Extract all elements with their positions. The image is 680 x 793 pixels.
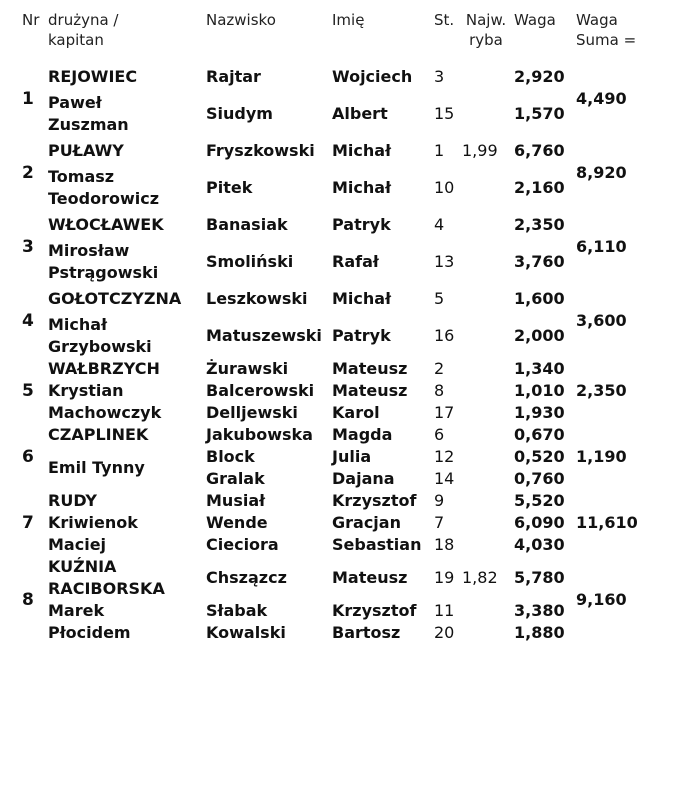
member-stand: 6 [434,425,445,444]
header-nr: Nr [22,11,40,29]
member-firstname: Dajana [332,469,395,488]
member-surname: Smoliński [206,252,294,271]
header-stand: St. [434,11,455,29]
member-surname: Delljewski [206,403,298,422]
member-weight: 5,780 [514,568,565,587]
member-weight: 1,570 [514,104,565,123]
member-weight: 3,760 [514,252,565,271]
table-row [20,136,656,166]
team-weight-sum: 3,600 [576,311,627,330]
member-surname: Leszkowski [206,289,308,308]
member-surname: Pitek [206,178,253,197]
member-surname: Chszązcz [206,568,287,587]
member-firstname: Krzysztof [332,601,417,620]
team-captain: Krystian Machowczyk [48,381,162,422]
member-firstname: Wojciech [332,67,413,86]
team-name: KUŹNIA RACIBORSKA [48,557,165,598]
member-surname: Rajtar [206,67,261,86]
header-surname: Nazwisko [206,11,276,29]
team-name: WAŁBRZYCH [48,359,160,378]
team-name: WŁOCŁAWEK [48,215,164,234]
header-row [20,4,656,62]
member-biggest-fish: 1,99 [462,141,498,160]
member-stand: 7 [434,513,445,532]
member-stand: 15 [434,104,455,123]
header-firstname: Imię [332,11,365,29]
member-stand: 17 [434,403,455,422]
member-weight: 0,760 [514,469,565,488]
member-firstname: Julia [332,447,372,466]
header-weight-sum: Waga Suma = [576,11,637,49]
table-row [20,166,656,210]
member-surname: Fryszkowski [206,141,315,160]
header-biggest-fish: Najw. ryba [465,11,507,49]
member-stand: 8 [434,381,445,400]
member-firstname: Albert [332,104,388,123]
table-row [20,490,656,512]
table-row [20,284,656,314]
member-surname: Jakubowska [206,425,313,444]
member-stand: 19 [434,568,455,587]
member-biggest-fish [460,600,512,622]
member-stand: 18 [434,535,455,554]
member-biggest-fish [460,622,512,644]
team-weight-sum: 8,920 [576,163,627,182]
team-weight-sum: 4,490 [576,89,627,108]
member-surname: Musiał [206,491,266,510]
team-number: 6 [22,447,34,467]
team-captain: Marek Płocidem [48,601,131,642]
member-surname: Gralak [206,469,265,488]
member-weight: 5,520 [514,491,565,510]
member-firstname: Mateusz [332,359,408,378]
member-weight: 1,930 [514,403,565,422]
team-captain: Emil Tynny [48,458,145,477]
member-surname: Siudym [206,104,273,123]
member-stand: 4 [434,215,445,234]
member-biggest-fish [460,380,512,402]
member-firstname: Patryk [332,215,391,234]
member-stand: 5 [434,289,445,308]
member-weight: 4,030 [514,535,565,554]
member-firstname: Michał [332,178,392,197]
member-biggest-fish [460,92,512,136]
table-row [20,210,656,240]
member-stand: 10 [434,178,455,197]
member-biggest-fish [460,358,512,380]
member-stand: 11 [434,601,455,620]
member-stand: 9 [434,491,445,510]
member-weight: 6,760 [514,141,565,160]
member-surname: Block [206,447,255,466]
member-firstname: Rafał [332,252,379,271]
table-row [20,600,656,622]
table-row [20,92,656,136]
member-weight: 0,670 [514,425,565,444]
member-firstname: Michał [332,289,392,308]
table-row [20,240,656,284]
member-biggest-fish [460,166,512,210]
team-captain: Tomasz Teodorowicz [48,167,160,208]
team-number: 3 [22,237,34,257]
member-weight: 1,600 [514,289,565,308]
member-weight: 1,010 [514,381,565,400]
member-stand: 3 [434,67,445,86]
member-biggest-fish [460,424,512,446]
member-stand: 14 [434,469,455,488]
member-weight: 6,090 [514,513,565,532]
team-name: PUŁAWY [48,141,124,160]
table-row [20,62,656,92]
member-firstname: Bartosz [332,623,401,642]
member-surname: Kowalski [206,623,286,642]
member-stand: 13 [434,252,455,271]
table-row [20,380,656,402]
member-surname: Żurawski [206,359,289,378]
member-weight: 1,880 [514,623,565,642]
member-surname: Wende [206,513,268,532]
member-biggest-fish [460,534,512,556]
team-number: 1 [22,89,34,109]
team-weight-sum: 6,110 [576,237,627,256]
team-captain: Michał Grzybowski [48,315,152,356]
member-biggest-fish [460,284,512,314]
member-biggest-fish: 1,82 [462,568,498,587]
member-weight: 1,340 [514,359,565,378]
member-weight: 2,000 [514,326,565,345]
member-firstname: Mateusz [332,381,408,400]
team-name: REJOWIEC [48,67,138,86]
header-team: drużyna / kapitan [48,11,119,49]
team-name: CZAPLINEK [48,425,149,444]
member-surname: Banasiak [206,215,288,234]
member-weight: 2,160 [514,178,565,197]
member-biggest-fish [460,512,512,534]
member-biggest-fish [460,62,512,92]
team-number: 8 [22,590,34,610]
member-stand: 20 [434,623,455,642]
member-surname: Matuszewski [206,326,322,345]
member-biggest-fish [460,490,512,512]
member-weight: 2,920 [514,67,565,86]
member-weight: 2,350 [514,215,565,234]
member-stand: 12 [434,447,455,466]
table-row [20,424,656,446]
member-firstname: Mateusz [332,568,408,587]
table-row [20,446,656,468]
team-number: 4 [22,311,34,331]
member-surname: Słabak [206,601,268,620]
member-biggest-fish [460,446,512,468]
member-surname: Balcerowski [206,381,315,400]
member-stand: 2 [434,359,445,378]
member-biggest-fish [460,402,512,424]
member-weight: 3,380 [514,601,565,620]
member-firstname: Karol [332,403,380,422]
member-biggest-fish [460,210,512,240]
team-weight-sum: 2,350 [576,381,627,400]
team-captain: Kriwienok Maciej [48,513,138,554]
team-name: GOŁOTCZYZNA [48,289,182,308]
member-weight: 0,520 [514,447,565,466]
member-firstname: Patryk [332,326,391,345]
member-firstname: Michał [332,141,392,160]
table-row [20,556,656,600]
table-row [20,314,656,358]
member-firstname: Krzysztof [332,491,417,510]
member-biggest-fish [460,314,512,358]
member-biggest-fish [460,468,512,490]
results-body [20,62,656,644]
member-firstname: Sebastian [332,535,422,554]
team-weight-sum: 1,190 [576,447,627,466]
team-number: 2 [22,163,34,183]
member-stand: 16 [434,326,455,345]
member-surname: Cieciora [206,535,279,554]
team-captain: Paweł Zuszman [48,93,129,134]
team-number: 5 [22,381,34,401]
member-biggest-fish [460,240,512,284]
table-row [20,512,656,534]
team-weight-sum: 11,610 [576,513,638,532]
team-captain: Mirosław Pstrągowski [48,241,159,282]
member-firstname: Magda [332,425,393,444]
results-table [20,4,656,644]
team-name: RUDY [48,491,98,510]
header-weight: Waga [514,11,556,29]
team-number: 7 [22,513,34,533]
member-stand: 1 [434,141,445,160]
table-row [20,358,656,380]
team-weight-sum: 9,160 [576,590,627,609]
member-firstname: Gracjan [332,513,401,532]
